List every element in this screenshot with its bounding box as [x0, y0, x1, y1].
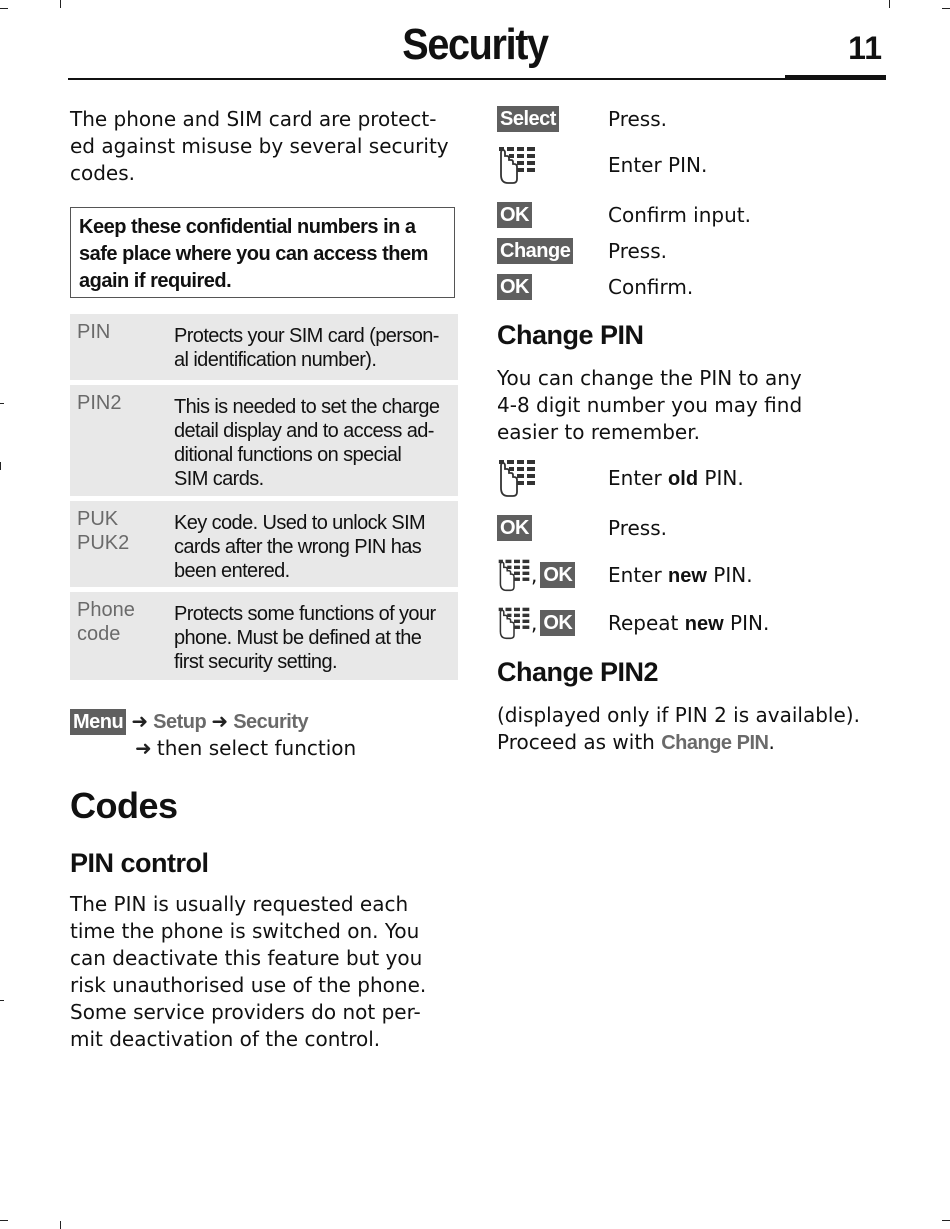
keypad-icon[interactable]	[497, 458, 537, 498]
text-part: PIN.	[698, 465, 744, 490]
desc-line: detail display and to access ad-	[174, 420, 434, 442]
step-repeat-new-pin	[497, 606, 769, 640]
menu-path	[70, 709, 308, 735]
text-line: can deactivate this feature but you	[70, 946, 423, 970]
change-pin-paragraph	[497, 365, 897, 446]
code-row-puk	[70, 501, 458, 587]
text-part: PIN.	[706, 562, 753, 587]
menu-softkey[interactable]: Menu	[70, 709, 126, 735]
menu-path-continued	[135, 735, 356, 762]
keypad-icon[interactable]	[497, 606, 531, 640]
menu-path-instruction: then select function	[156, 736, 357, 760]
code-term	[77, 507, 174, 579]
arrow-icon: ➜	[211, 709, 229, 733]
text-line: easier to remember.	[497, 420, 700, 444]
menu-item-security[interactable]: Security	[233, 711, 309, 733]
step-enter-pin	[497, 145, 707, 185]
separator: ,	[531, 611, 538, 635]
desc-line: al identification number).	[174, 349, 377, 371]
notice-line: safe place where you can access them	[79, 243, 428, 265]
code-row-phone-code	[70, 592, 458, 680]
desc-line: first security setting.	[174, 651, 337, 673]
codes-heading: Codes	[70, 785, 178, 826]
step-text: Confirm.	[608, 275, 694, 299]
ok-softkey[interactable]: OK	[540, 562, 575, 588]
keypad-icon[interactable]	[497, 558, 531, 592]
text-line: The phone and SIM card are protect-	[70, 107, 437, 131]
crop-mark	[942, 1220, 950, 1221]
step-text: Enter PIN.	[608, 153, 708, 177]
term-line: PIN	[77, 321, 111, 343]
text-line: (displayed only if PIN 2 is available).	[497, 703, 860, 727]
codes-table	[70, 314, 458, 685]
change-softkey[interactable]: Change	[497, 238, 573, 264]
term-line: PUK2	[77, 532, 130, 554]
crop-mark	[0, 8, 8, 9]
desc-line: This is needed to set the charge	[174, 396, 440, 418]
crop-mark	[0, 1220, 8, 1221]
header-rule-thick	[785, 75, 886, 80]
step-text: Press.	[608, 107, 667, 131]
text-line: ed against misuse by several security	[70, 134, 449, 158]
select-softkey[interactable]: Select	[497, 106, 559, 132]
step-confirm	[497, 274, 693, 300]
crop-mark	[0, 462, 1, 470]
intro-paragraph	[70, 106, 460, 187]
text-line: You can change the PIN to any	[497, 366, 802, 390]
step-text	[608, 611, 769, 636]
step-press-ok	[497, 515, 667, 541]
text-line: mit deactivation of the control.	[70, 1027, 381, 1051]
code-description	[174, 507, 426, 582]
emphasis: old	[668, 467, 699, 490]
notice-line: Keep these confidential numbers in a	[79, 216, 416, 238]
emphasis: new	[684, 612, 724, 635]
change-pin-link[interactable]: Change PIN	[661, 732, 769, 754]
code-row-pin2	[70, 385, 458, 496]
change-pin-heading: Change PIN	[497, 320, 644, 350]
header-rule	[68, 78, 788, 80]
text-line	[497, 729, 917, 757]
code-description	[174, 320, 439, 372]
text-part: PIN.	[723, 610, 770, 635]
desc-line: cards after the wrong PIN has	[174, 536, 422, 558]
desc-line: SIM cards.	[174, 468, 264, 490]
desc-line: Protects some functions of your	[174, 603, 436, 625]
desc-line: Protects your SIM card (person-	[174, 325, 439, 347]
change-pin2-heading: Change PIN2	[497, 657, 659, 687]
pin-control-paragraph	[70, 891, 470, 1053]
text-part: Enter	[608, 465, 669, 490]
ok-softkey[interactable]: OK	[497, 515, 532, 541]
term-line: code	[77, 623, 121, 645]
crop-mark	[942, 8, 950, 9]
emphasis: new	[668, 564, 707, 587]
step-text: Confirm input.	[608, 203, 751, 227]
arrow-icon: ➜	[135, 736, 152, 760]
code-term	[77, 320, 174, 372]
step-text	[608, 466, 744, 491]
ok-softkey[interactable]: OK	[497, 202, 532, 228]
menu-item-setup[interactable]: Setup	[153, 711, 207, 733]
step-select	[497, 106, 667, 132]
step-confirm-input	[497, 202, 751, 228]
crop-mark	[889, 0, 890, 8]
term-line: Phone	[77, 599, 135, 621]
text-line: risk unauthorised use of the phone.	[70, 973, 427, 997]
step-text	[608, 563, 753, 588]
desc-line: been entered.	[174, 560, 290, 582]
crop-mark	[60, 1221, 61, 1229]
pin-control-heading: PIN control	[70, 848, 209, 878]
text-part: Proceed as with	[497, 730, 662, 754]
step-enter-new-pin	[497, 558, 753, 592]
separator: ,	[531, 563, 538, 587]
text-line: time the phone is switched on. You	[70, 919, 420, 943]
code-description	[174, 391, 439, 488]
step-change	[497, 238, 667, 264]
page-number: 11	[848, 30, 882, 66]
page-title: Security	[402, 20, 548, 69]
desc-line: Key code. Used to unlock SIM	[174, 512, 426, 534]
change-pin2-paragraph	[497, 702, 917, 757]
text-line: Some service providers do not per-	[70, 1000, 421, 1024]
step-enter-old-pin	[497, 458, 744, 498]
term-line: PUK	[77, 508, 119, 530]
code-term	[77, 391, 174, 488]
keypad-icon[interactable]	[497, 145, 537, 185]
ok-softkey[interactable]: OK	[540, 610, 575, 636]
step-text: Press.	[608, 516, 667, 540]
ok-softkey[interactable]: OK	[497, 274, 532, 300]
step-text: Press.	[608, 239, 667, 263]
term-line: PIN2	[77, 392, 122, 414]
confidential-notice	[70, 207, 455, 298]
arrow-icon: ➜	[131, 709, 149, 733]
code-row-pin	[70, 314, 458, 380]
text-line: The PIN is usually requested each	[70, 892, 409, 916]
crop-mark	[0, 1000, 4, 1001]
text-line: 4-8 digit number you may find	[497, 393, 803, 417]
text-part: Enter	[608, 562, 669, 587]
code-description	[174, 598, 436, 672]
text-part: .	[768, 730, 775, 754]
desc-line: ditional functions on special	[174, 444, 402, 466]
text-part: Repeat	[608, 610, 685, 635]
code-term	[77, 598, 174, 672]
desc-line: phone. Must be defined at the	[174, 627, 422, 649]
crop-mark	[0, 403, 4, 404]
notice-line: again if required.	[79, 270, 232, 292]
crop-mark	[60, 0, 61, 8]
text-line: codes.	[70, 161, 136, 185]
